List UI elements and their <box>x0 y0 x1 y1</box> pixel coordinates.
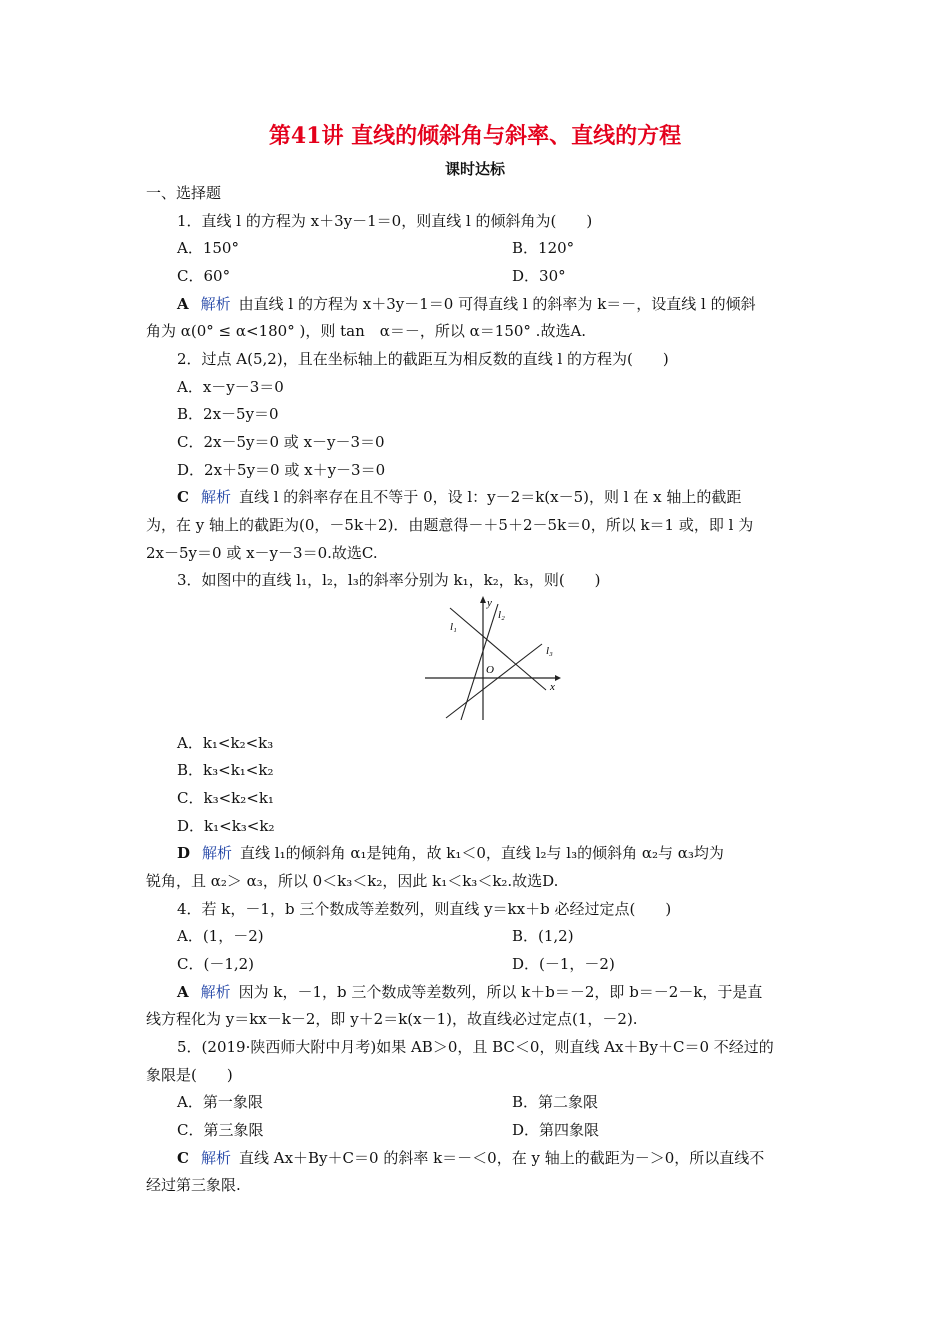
q1-label: 解析 <box>200 295 231 313</box>
q5-option-d: D．第四象限 <box>512 1121 600 1139</box>
q5-option-c: C．第三象限 <box>177 1121 264 1139</box>
q4-explanation <box>177 982 762 1002</box>
q5-exp-line1: 直线 Ax＋By＋C＝0 的斜率 k＝－＜0，在 y 轴上的截距为－＞0，所以直线不 <box>238 1149 765 1167</box>
q2-exp-line3: 2x－5y＝0 或 x－y－3＝0.故选C. <box>146 544 378 562</box>
q4-exp-line1: 因为 k，－1，b 三个数成等差数列，所以 k＋b＝－2，即 b＝－2－k，于是直 <box>238 983 763 1001</box>
label-l1: l₁ <box>450 621 457 633</box>
q1-option-d: D．30° <box>512 267 566 285</box>
q1-option-a: A．150° <box>177 239 239 257</box>
q3-label: 解析 <box>202 844 233 862</box>
label-l3: l₃ <box>546 645 553 657</box>
q4-option-c: C．(－1,2) <box>177 955 255 973</box>
q2-stem: 2．过点 A(5,2)，且在坐标轴上的截距互为相反数的直线 l 的方程为( ) <box>177 350 669 368</box>
q3-option-b: B．k₃<k₁<k₂ <box>177 761 274 779</box>
q1-exp-line2: 角为 α(0° ≤ α<180° )，则 tan α＝－，所以 α＝150° .故选A. <box>146 322 587 340</box>
q1-option-c: C．60° <box>177 267 231 285</box>
q5-label: 解析 <box>200 1149 231 1167</box>
q1-stem: 1．直线 l 的方程为 x＋3y－1＝0，则直线 l 的倾斜角为( ) <box>177 212 593 230</box>
q1-explanation <box>177 294 756 314</box>
q4-answer: A <box>177 983 189 1001</box>
q4-option-d: D．(－1，－2) <box>512 955 615 973</box>
q3-figure <box>420 592 570 727</box>
q4-option-b: B．(1,2) <box>512 927 574 945</box>
q5-stem-line1: 5．(2019·陕西师大附中月考)如果 AB＞0，且 BC＜0，则直线 Ax＋By＋C＝0 不经过的 <box>177 1038 774 1056</box>
q5-stem-line2: 象限是( ) <box>146 1066 233 1084</box>
q5-explanation <box>177 1148 764 1168</box>
q3-option-a: A．k₁<k₂<k₃ <box>177 734 274 752</box>
label-y: y <box>487 597 492 609</box>
q5-exp-line2: 经过第三象限. <box>146 1176 241 1194</box>
q2-explanation <box>177 487 741 507</box>
y-axis-arrow <box>480 596 486 603</box>
q5-answer: C <box>177 1149 189 1167</box>
q1-answer: A <box>177 295 189 313</box>
page-title: 第41讲 直线的倾斜角与斜率、直线的方程 <box>268 123 682 149</box>
q2-exp-line1: 直线 l 的斜率存在且不等于 0，设 l：y－2＝k(x－5)，则 l 在 x 轴上的截距 <box>238 488 742 506</box>
section-heading: 一、选择题 <box>146 184 222 202</box>
q2-option-a: A．x－y－3＝0 <box>177 378 284 396</box>
q5-option-a: A．第一象限 <box>177 1093 263 1111</box>
q2-option-c: C．2x－5y＝0 或 x－y－3＝0 <box>177 433 385 451</box>
q2-label: 解析 <box>200 488 231 506</box>
q4-option-a: A．(1，－2) <box>177 927 264 945</box>
q2-option-d: D．2x＋5y＝0 或 x＋y－3＝0 <box>177 461 386 479</box>
label-l2: l₂ <box>498 609 505 621</box>
q3-answer: D <box>177 844 191 862</box>
q2-answer: C <box>177 488 189 506</box>
q4-stem: 4．若 k，－1，b 三个数成等差数列，则直线 y＝kx＋b 必经过定点( ) <box>177 900 672 918</box>
q1-exp-line1: 由直线 l 的方程为 x＋3y－1＝0 可得直线 l 的斜率为 k＝－，设直线 l 的倾斜 <box>238 295 756 313</box>
q3-option-d: D．k₁<k₃<k₂ <box>177 817 275 835</box>
q4-exp-line2: 线方程化为 y＝kx－k－2，即 y＋2＝k(x－1)，故直线必过定点(1，－2). <box>146 1010 638 1028</box>
page-subtitle: 课时达标 <box>444 160 505 178</box>
label-origin: O <box>486 664 494 676</box>
q2-option-b: B．2x－5y＝0 <box>177 405 279 423</box>
q4-label: 解析 <box>200 983 231 1001</box>
q1-option-b: B．120° <box>512 239 575 257</box>
q3-stem: 3．如图中的直线 l₁，l₂，l₃的斜率分别为 k₁，k₂，k₃，则( ) <box>177 571 601 589</box>
x-axis-arrow <box>555 675 561 681</box>
q3-exp-line2: 锐角，且 α₂＞ α₃，所以 0＜k₃＜k₂，因此 k₁＜k₃＜k₂.故选D. <box>146 872 559 890</box>
q3-option-c: C．k₃<k₂<k₁ <box>177 789 274 807</box>
q2-exp-line2: 为，在 y 轴上的截距为(0，－5k＋2)．由题意得－＋5＋2－5k＝0，所以 k＝1 或，即 l 为 <box>146 516 754 534</box>
q5-option-b: B．第二象限 <box>512 1093 599 1111</box>
line-l3 <box>446 644 542 718</box>
q3-exp-line1: 直线 l₁的倾斜角 α₁是钝角，故 k₁＜0，直线 l₂与 l₃的倾斜角 α₂与 α₃均为 <box>240 844 724 862</box>
q3-explanation <box>177 843 724 863</box>
label-x: x <box>550 681 555 693</box>
